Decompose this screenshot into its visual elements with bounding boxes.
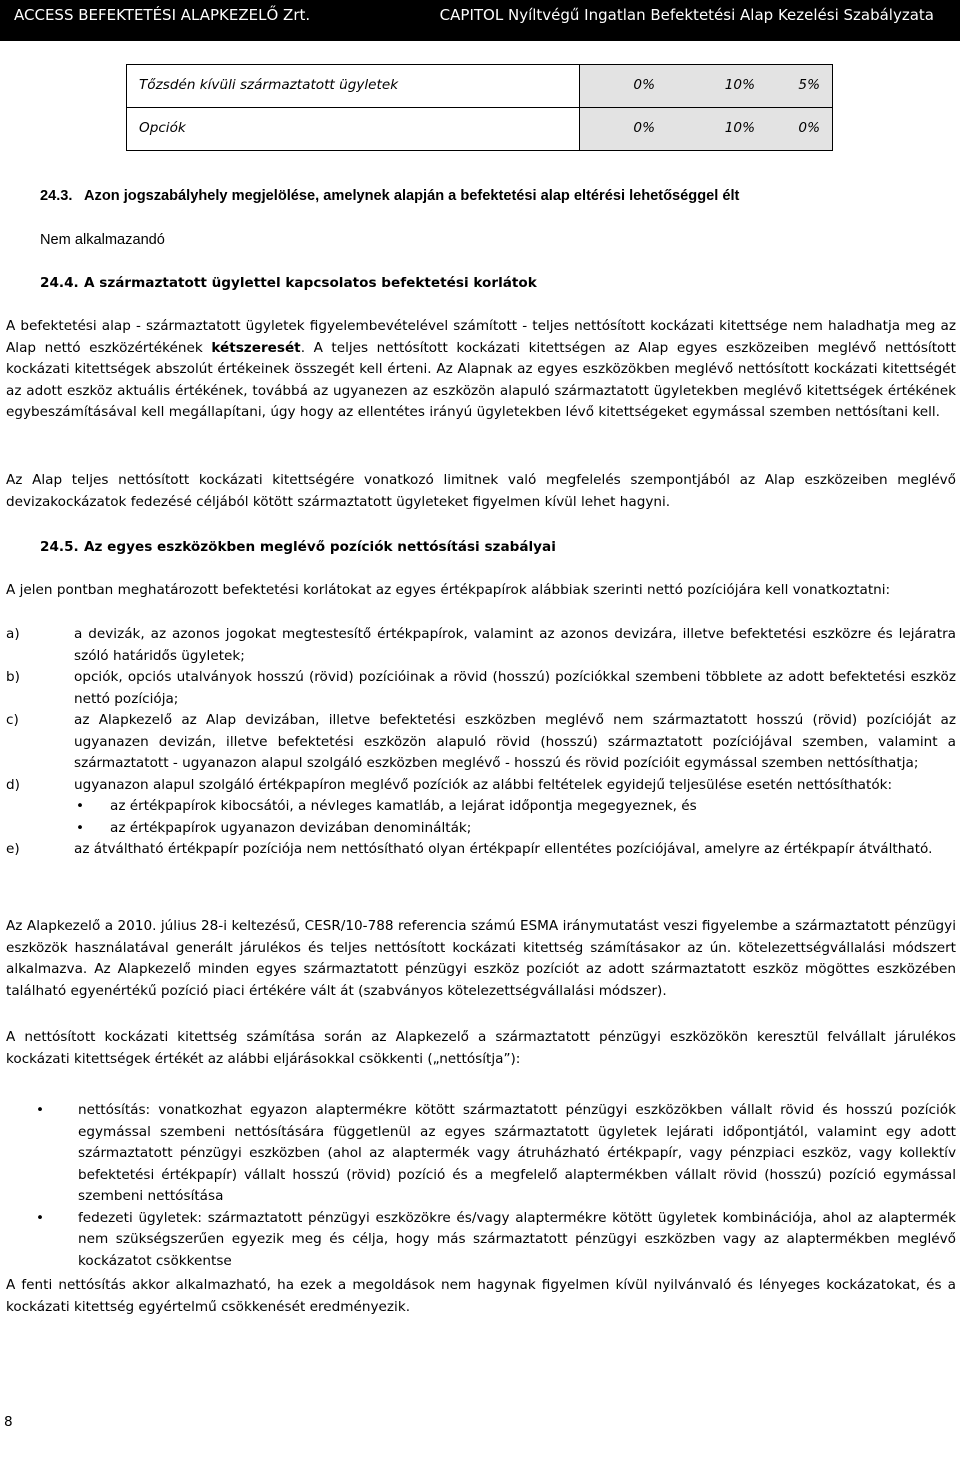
table-cell-value: 0% [770,108,833,151]
table-cell-value: 5% [770,65,833,108]
bullet-icon: • [36,1102,45,1118]
emphasis-text: kétszeresét [211,339,301,356]
section-heading-24-4 [40,273,537,295]
page-number: 8 [4,1414,13,1430]
list-item [6,839,956,861]
bullet-icon: • [76,798,85,814]
header-company: ACCESS BEFEKTETÉSI ALAPKEZELŐ Zrt. [14,6,311,24]
netting-methods-list [6,1100,956,1272]
table-cell-label: Tőzsdén kívüli származtatott ügyletek [127,65,580,108]
list-marker: b) [6,669,20,685]
paragraph-text: A fenti nettósítás akkor alkalmazható, ha ezek a megoldások nem hagynak figyelmen kívül nyilvánvaló és lényeges kockázatokat, és a kockázati kitettség egyértelmű csökkenését eredményezik. [6,1277,956,1315]
section-heading-24-5 [40,537,556,559]
list-item [6,710,956,775]
paragraph-fx-hedging [6,470,956,513]
section-number: 24.4. [40,275,79,291]
list-marker: c) [6,712,19,728]
list-item [6,667,956,710]
list-item-text: ugyanazon alapul szolgáló értékpapíron meglévő pozíciók az alábbi feltételek egyidejű teljesülése esetén nettósíthatók: [74,776,893,793]
list-item-text: fedezeti ügyletek: származtatott pénzügyi eszközökre és/vagy alaptermékre kötött ügyletek kombinációja, ahol az alaptermék nem szükségszerűen egyezik meg és célja, hogy más származtatott pénzügyi eszközben vagy az alaptermékben meglévő kockázatot csökkentse [78,1209,956,1269]
sub-list-item-text: az értékpapírok ugyanazon devizában denominálták; [110,819,472,836]
table-cell-value: 0% [580,65,686,108]
table-cell-value: 0% [580,108,686,151]
paragraph-exposure-limit [6,316,956,424]
list-item [6,1208,956,1273]
list-item-text: az Alapkezelő az Alap devizában, illetve befektetési eszközben meglévő nem származtatott hosszú (rövid) pozícióját az ugyanazen devizán, illetve befektetési eszközön alapuló rövid (hosszú) származtatott pozíciójával szemben, valamint a származtatott - ugyanazon alapul szolgáló eszközben meglévő - hosszú és rövid pozícióit egymással szemben nettósíthatja; [74,712,956,771]
paragraph-text: A jelen pontban meghatározott befektetési korlátokat az egyes értékpapírok alábbiak szerinti nettó pozíciójára kell vonatkoztatni: [6,582,891,598]
paragraph-netting-procedures [6,1027,956,1070]
header-document-title: CAPITOL Nyíltvégű Ingatlan Befektetési Alap Kezelési Szabályzata [439,6,934,24]
bullet-icon: • [76,819,85,836]
section-24-3-text: Nem alkalmazandó [40,232,165,248]
list-item-text: az átváltható értékpapír pozíciója nem nettósítható olyan értékpapír ellentétes pozíciójával, amelyre az értékpapír átváltható. [74,841,933,857]
list-item [6,624,956,667]
table-cell-label: Opciók [127,108,580,151]
header-divider [0,40,960,41]
table-cell-value: 10% [685,108,770,151]
page-header [0,0,960,41]
list-item-text: a devizák, az azonos jogokat megtestesítő értékpapírok, valamint az azonos devizára, illetve befektetési eszközre és lejáratra szóló határidős ügyletek; [74,626,956,664]
list-item-text: nettósítás: vonatkozhat egyazon alaptermékre kötött származtatott pénzügyi eszközökben vállalt rövid és hosszú pozíciók egymással szembeni nettósítására függetlenül az egyes származtatott ügyletek lejárati időpontjától, valamint egy adott származtatott pénzügyi eszközben (ahol az alaptermék vagy átruházható értékpapír, vagy pénzpiaci eszköz, vagy kollektív befektetési értékpapír) vállalt hosszú (rövid) pozíció és a megfelelő alaptermékben vállalt rövid (hosszú) pozíció egymással szembeni nettósítása [78,1102,956,1204]
table-cell-value: 10% [685,65,770,108]
paragraph-text: A befektetési alap - származtatott ügyletek figyelembevételével számított - teljes nettósított kockázati kitettsége nem haladhatja meg az Alap nettó eszközértékének [6,318,956,356]
paragraph-text: Az Alapkezelő a 2010. július 28-i keltezésű, CESR/10-788 referencia számú ESMA iránymutatást veszi figyelembe a származtatott pénzügyi eszközök használatával generált járulékos és teljes nettósított kockázati kitettség számításakor az ún. kötelezettségvállalási módszert alkalmazva. Az Alapkezelő minden egyes származtatott pénzügyi eszköz pozíciót az adott származtatott eszköz mögöttes eszközében található egyenértékű pozíció piaci értékére vált át (szabványos kötelezettségvállalási módszer). [6,918,956,999]
sub-list-item [6,818,956,840]
sub-list-item-text: az értékpapírok kibocsátói, a névleges kamatláb, a lejárat időpontja megegyeznek, és [110,798,697,814]
table-row [127,65,833,108]
paragraph-text: Az Alap teljes nettósított kockázati kitettségére vonatkozó limitnek való megfelelés szempontjából az Alap eszközeiben meglévő devizakockázatok fedezésé céljából kötött származtatott ügyleteket figyelmen kívül lehet hagyni. [6,472,956,510]
list-marker: d) [6,776,20,793]
list-item-text: opciók, opciós utalványok hosszú (rövid) pozícióinak a rövid (hosszú) pozíciókkal szembeni többlete az adott befektetési eszköz nettó pozíciója; [74,669,956,707]
table-row [127,108,833,151]
sub-list-item [6,796,956,818]
paragraph-text: A nettósított kockázati kitettség számítása során az Alapkezelő a származtatott pénzügyi eszközökön keresztül felvállalt járulékos kockázati kitettségek értékét az alábbi eljárásokkal csökkenti („nettósítja”): [6,1029,956,1067]
list-marker: a) [6,626,20,642]
bullet-icon: • [36,1209,45,1226]
list-item [6,775,956,797]
paragraph-conclusion [6,1275,956,1318]
derivatives-limit-table [126,64,833,151]
list-marker: e) [6,841,20,857]
section-title: A származtatott ügylettel kapcsolatos befektetési korlátok [84,275,537,291]
section-heading-24-3 [40,186,739,208]
section-number: 24.3. [40,188,73,204]
section-title: Az egyes eszközökben meglévő pozíciók nettósítási szabályai [84,539,556,555]
paragraph-text: . A teljes nettósított kockázati kitettségen az Alap egyes eszközeiben meglévő nettósított kockázati kitettségek abszolút értékeinek összegét kell érteni. Az Alapnak az egyes eszközökben meglévő nettósított kockázati kitettségét az adott eszköz aktuális értékének, továbbá az ugyanezen az eszközön alapuló származtatott ügyletekben meglévő kitettségek értékének egybeszámításával kell megállapítani, úgy hogy az ellentétes irányú ügyletekben lévő kitettségeket egymással szemben nettósítani kell. [6,339,956,420]
paragraph-esma-guideline [6,916,956,1002]
paragraph-intro [6,580,956,602]
netting-rules-list [6,624,956,861]
section-number: 24.5. [40,539,79,555]
section-title: Azon jogszabályhely megjelölése, amelynek alapján a befektetési alap eltérési lehetőséggel élt [84,188,740,204]
list-item [6,1100,956,1208]
